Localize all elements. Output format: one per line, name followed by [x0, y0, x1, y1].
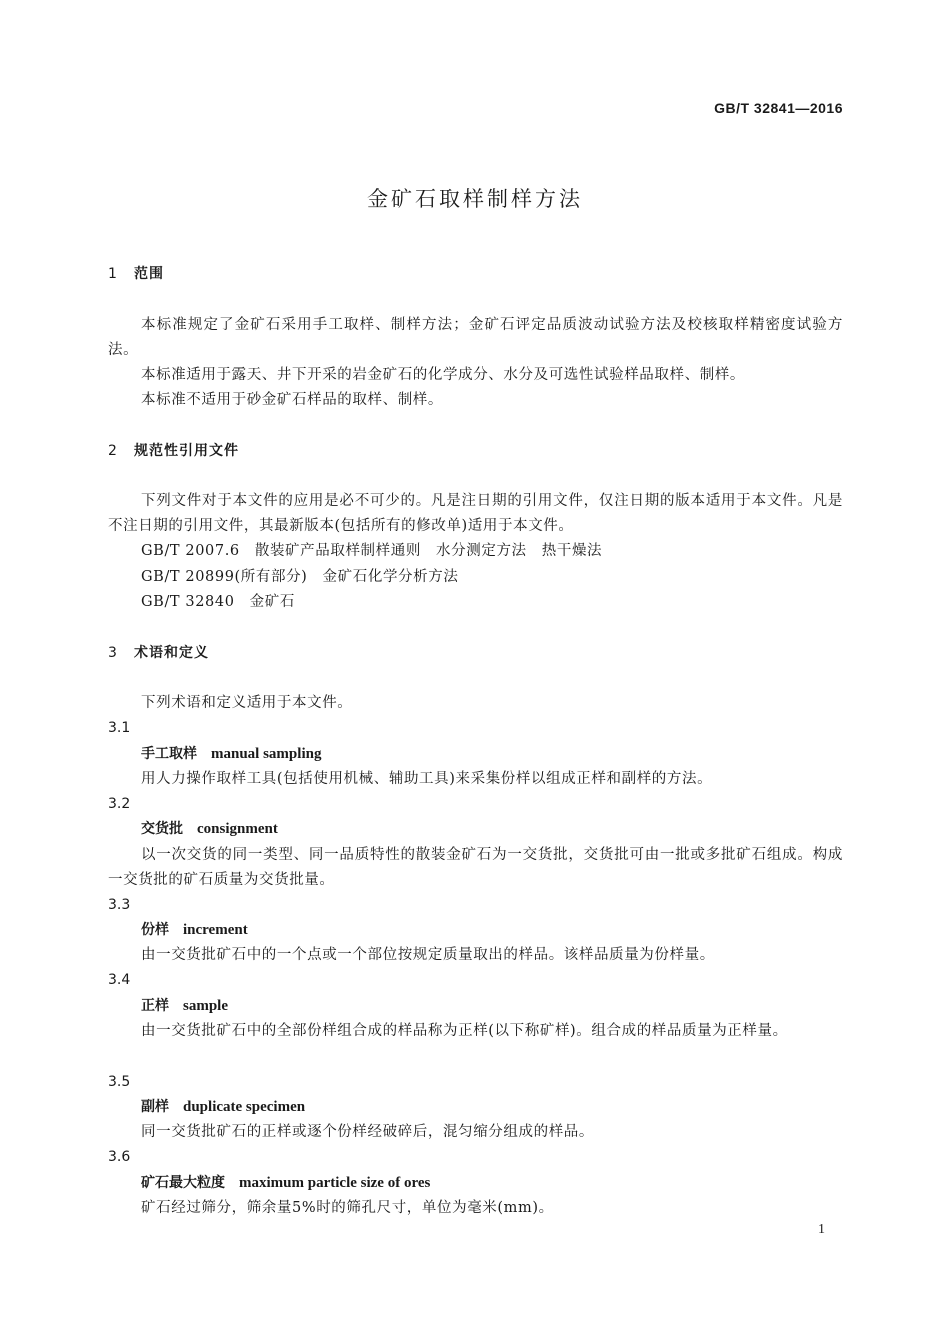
reference-item: GB/T 32840 金矿石: [141, 594, 295, 610]
section-3-heading: [108, 641, 843, 666]
section-1-paragraph-2: 本标准适用于露天、井下开采的岩金矿石的化学成分、水分及可选性试验样品取样、制样。: [141, 367, 745, 383]
term-en: increment: [183, 922, 248, 938]
term-heading: [108, 1095, 876, 1120]
section-number: 2: [108, 443, 118, 459]
term-heading: [108, 918, 876, 943]
term-heading: [108, 1171, 876, 1196]
term-definition: 由一交货批矿石中的全部份样组合成的样品称为正样(以下称矿样)。组合成的样品质量为正样量。: [141, 1023, 788, 1039]
section-2-intro: 下列文件对于本文件的应用是必不可少的。凡是注日期的引用文件，仅注日期的版本适用于本文件。凡是不注日期的引用文件，其最新版本(包括所有的修改单)适用于本文件。: [108, 493, 843, 534]
term-en: consignment: [197, 821, 278, 837]
term-zh: 交货批: [141, 821, 183, 837]
term-en: duplicate specimen: [183, 1099, 306, 1115]
section-3-intro: 下列术语和定义适用于本文件。: [141, 695, 353, 711]
term-en: manual sampling: [211, 746, 322, 762]
reference-item: GB/T 2007.6 散装矿产品取样制样通则 水分测定方法 热干燥法: [141, 543, 603, 559]
term-definition: 用人力操作取样工具(包括使用机械、辅助工具)来采集份样以组成正样和副样的方法。: [141, 771, 713, 787]
section-1-heading: [108, 262, 843, 287]
section-2-heading: [108, 439, 843, 464]
term-definition: 同一交货批矿石的正样或逐个份样经破碎后，混匀缩分组成的样品。: [141, 1124, 594, 1140]
term-zh: 矿石最大粒度: [141, 1175, 225, 1191]
section-title: 范围: [134, 266, 164, 282]
term-number: 3.6: [108, 1149, 131, 1165]
term-definition: 由一交货批矿石中的一个点或一个部位按规定质量取出的样品。该样品质量为份样量。: [141, 947, 715, 963]
section-number: 3: [108, 645, 118, 661]
term-definition: 矿石经过筛分，筛余量5%时的筛孔尺寸，单位为毫米(mm)。: [141, 1200, 554, 1216]
term-en: sample: [183, 998, 228, 1014]
standard-code: GB/T 32841—2016: [714, 100, 843, 116]
term-number: 3.3: [108, 897, 131, 913]
term-zh: 手工取样: [141, 746, 197, 762]
term-number: 3.2: [108, 796, 131, 812]
term-zh: 副样: [141, 1099, 169, 1115]
page-number: 1: [818, 1222, 825, 1237]
section-title: 规范性引用文件: [134, 443, 239, 459]
term-definition: 以一次交货的同一类型、同一品质特性的散装金矿石为一交货批，交货批可由一批或多批矿石组成。构成一交货批的矿石质量为交货批量。: [108, 847, 843, 888]
section-1-paragraph-1: 本标准规定了金矿石采用手工取样、制样方法；金矿石评定品质波动试验方法及校核取样精密度试验方法。: [108, 317, 843, 358]
term-number: 3.1: [108, 720, 131, 736]
term-number: 3.4: [108, 972, 131, 988]
document-title: 金矿石取样制样方法: [367, 187, 583, 211]
reference-item: GB/T 20899(所有部分) 金矿石化学分析方法: [141, 569, 459, 585]
section-title: 术语和定义: [134, 645, 209, 661]
term-heading: [108, 742, 876, 767]
term-en: maximum particle size of ores: [239, 1175, 431, 1191]
term-heading: [108, 994, 876, 1019]
term-zh: 份样: [141, 922, 169, 938]
term-heading: [108, 817, 876, 842]
section-1-paragraph-3: 本标准不适用于砂金矿石样品的取样、制样。: [141, 392, 443, 408]
term-number: 3.5: [108, 1074, 131, 1090]
term-zh: 正样: [141, 998, 169, 1014]
section-number: 1: [108, 266, 118, 282]
